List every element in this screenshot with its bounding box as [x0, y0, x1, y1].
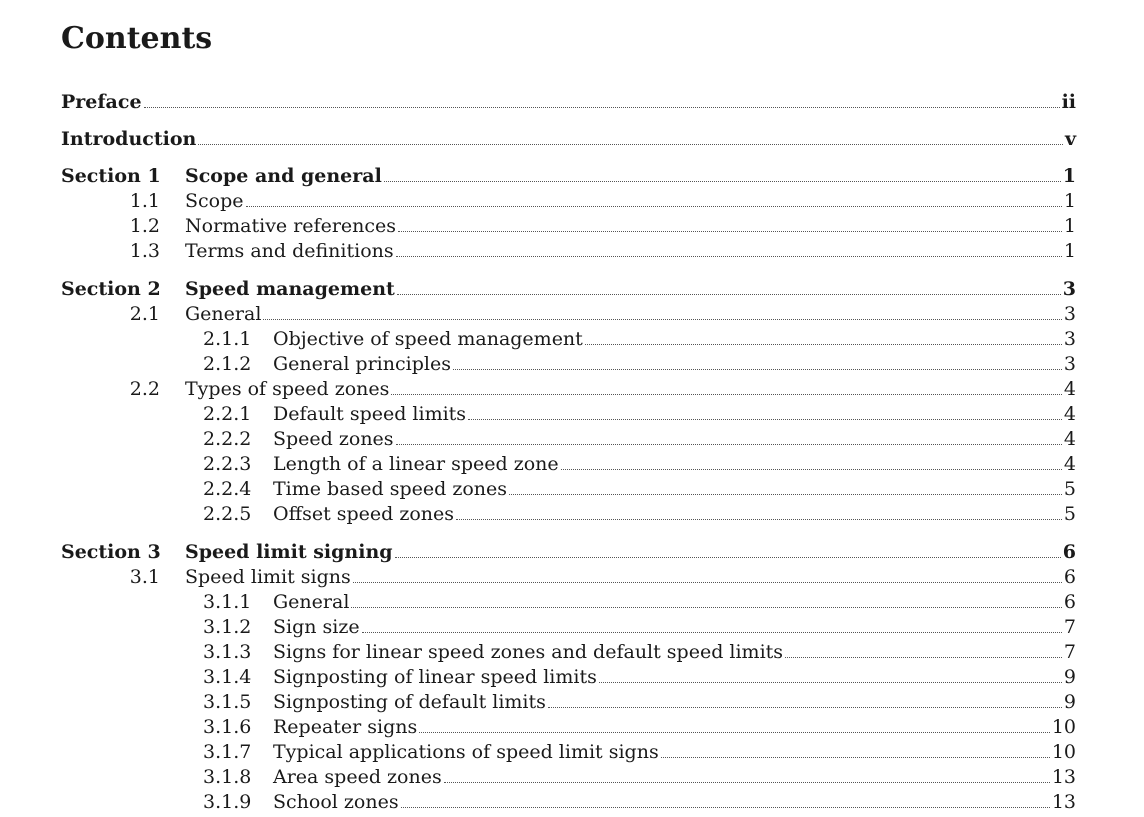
- toc-entry-title: Introduction: [61, 128, 197, 150]
- toc-entry-page: 1: [1063, 240, 1076, 262]
- toc-entry-title: Speed management: [185, 278, 395, 300]
- dot-leader: [401, 807, 1050, 808]
- toc-entry-title: Signs for linear speed zones and default speed limits: [273, 641, 784, 663]
- toc-entry-page: 9: [1063, 666, 1076, 688]
- toc-entry[interactable]: [0, 302, 1144, 327]
- toc-entry[interactable]: [0, 715, 1144, 740]
- toc-entry-title: Scope and general: [185, 165, 382, 187]
- toc-entry[interactable]: [0, 127, 1144, 152]
- toc-entry-number: 2.2.1: [203, 403, 252, 425]
- dot-leader: [456, 519, 1062, 520]
- toc-entry-title: Time based speed zones: [273, 478, 508, 500]
- toc-entry-page: 7: [1063, 641, 1076, 663]
- toc-entry[interactable]: [0, 590, 1144, 615]
- toc-entry-page: 4: [1063, 453, 1076, 475]
- toc-entry-page: 6: [1063, 566, 1076, 588]
- toc-entry[interactable]: [0, 502, 1144, 527]
- toc-entry-page: 4: [1063, 428, 1076, 450]
- toc-entry-number: Section 1: [61, 165, 161, 187]
- toc-entry[interactable]: [0, 402, 1144, 427]
- toc-entry-number: 1.2: [129, 215, 160, 237]
- toc-entry-page: 4: [1063, 378, 1076, 400]
- toc-entry-title: Repeater signs: [273, 716, 418, 738]
- toc-entry-number: 2.2.3: [203, 453, 252, 475]
- toc-entry-title: Area speed zones: [273, 766, 442, 788]
- toc-entry-number: 2.1: [129, 303, 160, 325]
- toc-entry-number: 2.2: [129, 378, 160, 400]
- toc-entry-number: 2.2.4: [203, 478, 252, 500]
- dot-leader: [509, 494, 1062, 495]
- toc-entry-title: Signposting of default limits: [273, 691, 546, 713]
- dot-leader: [353, 582, 1062, 583]
- toc-entry[interactable]: [0, 352, 1144, 377]
- toc-entry-number: 3.1: [129, 566, 160, 588]
- dot-leader: [246, 206, 1062, 207]
- toc-entry-title: Sign size: [273, 616, 360, 638]
- toc-entry-page: 6: [1062, 541, 1076, 563]
- toc-entry[interactable]: [0, 765, 1144, 790]
- toc-entry-page: v: [1064, 128, 1076, 150]
- dot-leader: [384, 181, 1061, 182]
- toc-entry-title: Normative references: [185, 215, 397, 237]
- toc-entry[interactable]: [0, 615, 1144, 640]
- toc-entry[interactable]: [0, 540, 1144, 565]
- toc-entry-page: 1: [1062, 165, 1076, 187]
- toc-entry-number: 1.1: [129, 190, 160, 212]
- toc-entry-page: 7: [1063, 616, 1076, 638]
- toc-entry[interactable]: [0, 790, 1144, 815]
- toc-entry[interactable]: [0, 327, 1144, 352]
- toc-entry-page: 4: [1063, 403, 1076, 425]
- dot-leader: [785, 657, 1062, 658]
- toc-entry[interactable]: [0, 277, 1144, 302]
- toc-entry-number: 2.1.2: [203, 353, 252, 375]
- toc-entry[interactable]: [0, 665, 1144, 690]
- toc-entry-title: Preface: [61, 91, 142, 113]
- toc-entry-title: Default speed limits: [273, 403, 467, 425]
- toc-entry-page: 1: [1063, 190, 1076, 212]
- toc-entry-page: 3: [1063, 328, 1076, 350]
- toc-entry-number: 3.1.9: [203, 791, 252, 813]
- dot-leader: [362, 632, 1062, 633]
- dot-leader: [444, 782, 1050, 783]
- toc-entry[interactable]: [0, 452, 1144, 477]
- toc-entry-number: 2.2.5: [203, 503, 252, 525]
- toc-entry-page: ii: [1061, 91, 1076, 113]
- toc-entry-page: 3: [1063, 353, 1076, 375]
- toc-entry-title: Speed limit signing: [185, 541, 393, 563]
- toc-entry-title: Offset speed zones: [273, 503, 455, 525]
- dot-leader: [391, 394, 1062, 395]
- toc-entry-page: 10: [1051, 741, 1076, 763]
- toc-entry-title: School zones: [273, 791, 399, 813]
- dot-leader: [144, 107, 1060, 108]
- toc-entry-page: 1: [1063, 215, 1076, 237]
- dot-leader: [397, 294, 1061, 295]
- dot-leader: [561, 469, 1062, 470]
- toc-entry-page: 13: [1051, 766, 1076, 788]
- toc-entry[interactable]: [0, 565, 1144, 590]
- toc-entry-page: 5: [1063, 503, 1076, 525]
- toc-entry[interactable]: [0, 189, 1144, 214]
- toc-entry-title: Scope: [185, 190, 244, 212]
- dot-leader: [398, 231, 1062, 232]
- toc-entry-page: 3: [1063, 303, 1076, 325]
- dot-leader: [396, 444, 1062, 445]
- toc-entry-title: Signposting of linear speed limits: [273, 666, 597, 688]
- toc-entry-title: Speed zones: [273, 428, 394, 450]
- toc-entry-number: Section 3: [61, 541, 161, 563]
- toc-entry-number: 3.1.8: [203, 766, 252, 788]
- toc-entry-number: 3.1.3: [203, 641, 252, 663]
- toc-entry[interactable]: [0, 740, 1144, 765]
- dot-leader: [263, 319, 1062, 320]
- toc-entry[interactable]: [0, 214, 1144, 239]
- toc-entry[interactable]: [0, 477, 1144, 502]
- toc-entry-page: 6: [1063, 591, 1076, 613]
- dot-leader: [548, 707, 1062, 708]
- dot-leader: [198, 144, 1063, 145]
- toc-entry[interactable]: [0, 239, 1144, 264]
- toc-entry[interactable]: [0, 640, 1144, 665]
- toc-entry[interactable]: [0, 164, 1144, 189]
- dot-leader: [396, 256, 1062, 257]
- toc-entry-title: General principles: [273, 353, 451, 375]
- toc-entry-number: 2.1.1: [203, 328, 252, 350]
- toc-entry[interactable]: [0, 377, 1144, 402]
- toc-entry-title: General: [185, 303, 262, 325]
- toc-entry-page: 3: [1062, 278, 1076, 300]
- toc-entry[interactable]: [0, 90, 1144, 115]
- dot-leader: [661, 757, 1050, 758]
- toc-entry-title: General: [273, 591, 350, 613]
- dot-leader: [419, 732, 1050, 733]
- page-title: Contents: [61, 21, 213, 56]
- toc-entry-page: 5: [1063, 478, 1076, 500]
- toc-entry-title: Terms and definitions: [185, 240, 394, 262]
- toc-entry-number: 1.3: [129, 240, 160, 262]
- toc-entry-number: 3.1.1: [203, 591, 252, 613]
- toc-entry-number: 3.1.6: [203, 716, 252, 738]
- dot-leader: [599, 682, 1062, 683]
- toc-entry-title: Typical applications of speed limit signs: [273, 741, 659, 763]
- toc-entry[interactable]: [0, 427, 1144, 452]
- dot-leader: [468, 419, 1062, 420]
- toc-entry-number: 3.1.2: [203, 616, 252, 638]
- toc-entry-number: 3.1.5: [203, 691, 252, 713]
- toc-entry-number: Section 2: [61, 278, 161, 300]
- toc-entry-number: 2.2.2: [203, 428, 252, 450]
- dot-leader: [453, 369, 1062, 370]
- toc-entry-title: Speed limit signs: [185, 566, 351, 588]
- toc-entry-number: 3.1.4: [203, 666, 252, 688]
- toc-entry-page: 13: [1051, 791, 1076, 813]
- toc-entry-title: Length of a linear speed zone: [273, 453, 559, 475]
- dot-leader: [351, 607, 1062, 608]
- toc-entry-page: 9: [1063, 691, 1076, 713]
- toc-entry-title: Objective of speed management: [273, 328, 583, 350]
- toc-entry-title: Types of speed zones: [185, 378, 390, 400]
- toc-entry[interactable]: [0, 690, 1144, 715]
- dot-leader: [395, 557, 1061, 558]
- toc-entry-number: 3.1.7: [203, 741, 252, 763]
- dot-leader: [585, 344, 1062, 345]
- toc-entry-page: 10: [1051, 716, 1076, 738]
